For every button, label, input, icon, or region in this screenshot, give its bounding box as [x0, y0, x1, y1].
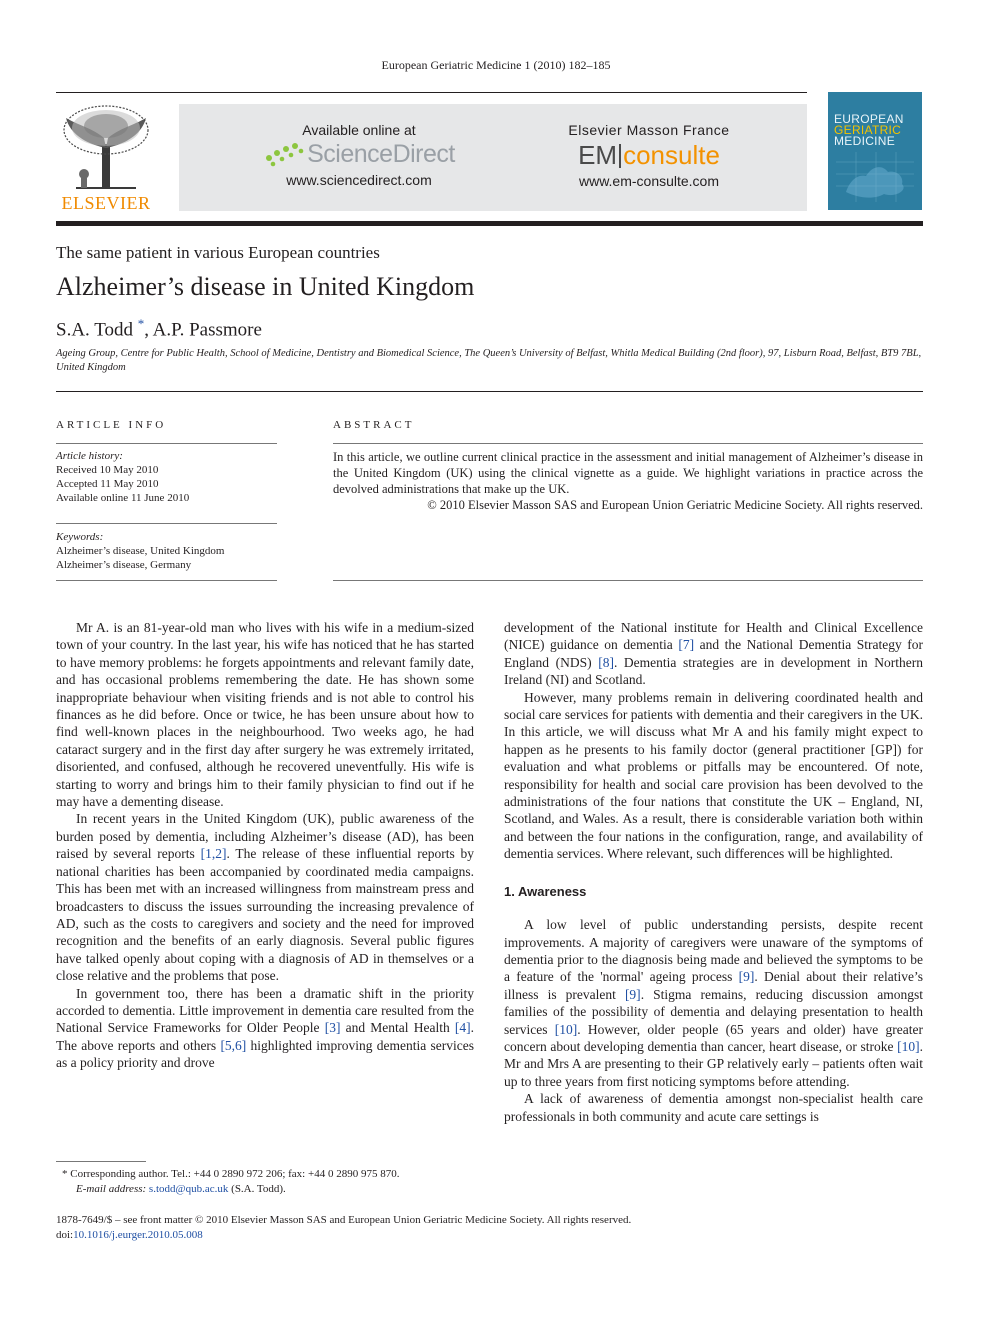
citation-link[interactable]: [1,2]	[200, 846, 227, 862]
footnote-rule	[56, 1161, 146, 1162]
article-authors	[56, 316, 262, 341]
body-paragraph: However, many problems remain in delivering coordinated health and social care services for patients with dementia and their caregivers in the UK. In this article, we will discuss what Mr A and his family might expect to happen as he presents to his family doctor (general practitioner [GP]) for evaluation and what problems or pitfalls may be encountered. Of note, responsibility for health and social care provision has been devolved to the administrations of the four nations that constitute the UK – England, NI, Scotland, and Wales. As a result, there is considerable variation both within and between the four nations in the configuration, range, and availability of dementia services. Where relevant, such differences will be highlighted.	[504, 689, 923, 862]
author-passmore[interactable]: , A.P. Passmore	[144, 319, 262, 341]
emconsulte-logo	[549, 140, 749, 171]
page-footer	[56, 1213, 936, 1243]
corresponding-mark[interactable]: *	[137, 316, 145, 331]
keyword-1: Alzheimer’s disease, United Kingdom	[56, 545, 225, 557]
body-paragraph: In recent years in the United Kingdom (UK), public awareness of the burden posed by dementia, including Alzheimer’s disease (AD), has been raised by several reports [1,2]. The release of these influential reports by national charities has been accompanied by coordinated media campaigns. This has been met with an increased willingness from mainstream press and broadcasters to discuss the issues surrounding the increasing prevalence of AD, such as the costs to caregivers and society and the need for improved recognition and the benefits of an early diagnosis. Several public figures have talked openly about coping with a diagnosis of AD in themselves or a close relative and the problems that pose.	[56, 811, 474, 984]
footnote	[62, 1167, 482, 1197]
online-date: Available online 11 June 2010	[56, 492, 190, 504]
elsevier-tree-logo	[56, 104, 156, 192]
citation-link[interactable]: [3]	[324, 1020, 341, 1036]
history-label: Article history:	[56, 450, 123, 462]
citation-link[interactable]: [9]	[738, 969, 755, 985]
emconsulte-name-em: EM	[578, 140, 618, 170]
abstract-body	[333, 449, 923, 513]
citation-link[interactable]: [9]	[624, 986, 641, 1002]
keywords-rule	[56, 523, 277, 524]
online-availability-banner	[179, 104, 807, 211]
keyword-2: Alzheimer’s disease, Germany	[56, 559, 192, 571]
citation-link[interactable]: [8]	[598, 654, 614, 670]
emconsulte-block[interactable]	[549, 122, 749, 189]
sciencedirect-available-label: Available online at	[302, 122, 416, 138]
doi-link[interactable]: 10.1016/j.eurger.2010.05.008	[73, 1229, 203, 1241]
accepted-date: Accepted 11 May 2010	[56, 478, 159, 490]
received-date: Received 10 May 2010	[56, 464, 159, 476]
body-paragraph: A low level of public understanding persists, despite recent improvements. A majority of caregivers were unaware of the symptoms of dementia prior to the diagnosis being made and believed the symptoms to be a feature of the 'normal' ageing process [9]. Denial about their relative’s illness is prevalent [9]. Stigma remains, reducing discussion amongst families of the possibility of dementia and delaying presentation to health services [10]. However, older people (65 years and older) have greater concern about developing dementia than cancer, heart disease, or stroke [10]. Mr and Mrs A are presenting to their GP relatively early – patients often wait up to three years from first noticing symptoms before attending.	[504, 917, 923, 1089]
cover-title-line-2: GERIATRIC	[834, 123, 902, 137]
sciencedirect-block[interactable]	[259, 122, 459, 188]
citation-link[interactable]: [10]	[554, 1021, 578, 1037]
email-note: E-mail address: s.todd@qub.ac.uk (S.A. Todd).	[76, 1183, 286, 1195]
cover-map-graphic	[836, 152, 914, 202]
body-paragraph: development of the National institute for Health and Clinical Excellence (NICE) guidance on dementia [7] and the National Dementia Strategy for England (NDS) [8]. Dementia strategies are in development in Northern Ireland (NI) and Scotland.	[504, 620, 923, 688]
info-bottom-rule	[56, 580, 277, 581]
body-column-right	[504, 619, 923, 1125]
cover-title-line-3: MEDICINE	[834, 134, 896, 148]
article-info-rule	[56, 443, 277, 444]
abstract-rule	[333, 443, 923, 444]
citation-link[interactable]: [7]	[678, 637, 695, 653]
title-rule	[56, 391, 923, 392]
email-link[interactable]: s.todd@qub.ac.uk	[148, 1183, 229, 1195]
sciencedirect-logo	[259, 140, 459, 170]
emconsulte-name-consulte: consulte	[623, 140, 720, 170]
citation-link[interactable]: [5,6]	[220, 1037, 247, 1053]
abstract-copyright: © 2010 Elsevier Masson SAS and European Union Geriatric Medicine Society. All rights reserved.	[427, 498, 923, 512]
doi-line: doi:10.1016/j.eurger.2010.05.008	[56, 1229, 203, 1241]
header-rule	[56, 92, 807, 93]
abstract-heading: ABSTRACT	[333, 419, 415, 431]
masthead-rule	[56, 221, 923, 226]
citation-link[interactable]: [4]	[454, 1020, 471, 1036]
emconsulte-url[interactable]: www.em-consulte.com	[578, 173, 720, 189]
sciencedirect-dots-icon	[263, 140, 307, 170]
emconsulte-publisher: Elsevier Masson France	[568, 122, 730, 138]
article-history	[56, 449, 277, 505]
issn-line: 1878-7649/$ – see front matter © 2010 Elsevier Masson SAS and European Union Geriatric Medicine Society. All rights reserved.	[56, 1214, 632, 1226]
keywords-label: Keywords:	[56, 531, 104, 543]
corresponding-author-note: * Corresponding author. Tel.: +44 0 2890 972 206; fax: +44 0 2890 975 870.	[62, 1168, 400, 1180]
abstract-bottom-rule	[333, 580, 923, 581]
body-paragraph: A lack of awareness of dementia amongst non-specialist health care professionals in both community and acute care settings is	[504, 1091, 923, 1124]
body-column-left	[56, 619, 474, 1072]
cover-title	[834, 114, 918, 147]
article-title: Alzheimer’s disease in United Kingdom	[56, 272, 475, 301]
article-info-heading: ARTICLE INFO	[56, 419, 167, 431]
cover-title-line-1: EUROPEAN	[834, 112, 904, 126]
keywords	[56, 530, 277, 572]
citation-link[interactable]: [10]	[897, 1038, 920, 1054]
author-affiliation: Ageing Group, Centre for Public Health, School of Medicine, Dentistry and Biomedical Science, The Queen’s University of Belfast, Whitla Medical Building (2nd floor), 97, Lisburn Road, Belfast, BT9 7BL, United Kingdom	[56, 348, 922, 373]
section-heading-awareness: 1. Awareness	[504, 883, 587, 899]
elsevier-wordmark: ELSEVIER	[61, 193, 151, 213]
journal-citation: European Geriatric Medicine 1 (2010) 182–185	[381, 58, 611, 72]
vignette-paragraph: Mr A. is an 81-year-old man who lives with his wife in a medium-sized town of your country. In the last year, his wife has noticed that he has started to have memory problems: he forgets appointments and relevant family date, and has occasional problems remembering the date. He has shown some inappropriate behaviour when visiting friends and is not able to control his finances as he did before. Once or twice, he has been unsure about how to find well-known places in the neighbourhood. Two weeks ago, he had cataract surgery and in the first day after surgery he was extremely irritated, disoriented, and confused, although he recovered uneventfully. His wife is starting to worry and brings him to their family physician to find out if he may have a dementing disease.	[56, 620, 474, 810]
abstract-text: In this article, we outline current clinical practice in the assessment and initial management of Alzheimer’s disease in the United Kingdom (UK) using the clinical vignette as a guide. We highlight variations in practice across the devolved administrations that make up the UK.	[333, 450, 923, 496]
sciencedirect-url[interactable]: www.sciencedirect.com	[286, 172, 432, 189]
journal-cover[interactable]	[828, 92, 922, 210]
sciencedirect-name: ScienceDirect	[307, 140, 455, 168]
body-paragraph: In government too, there has been a dramatic shift in the priority accorded to dementia. Little improvement in dementia care resulted from the National Service Frameworks for Older People [3] and Mental Health [4]. The above reports and others [5,6] highlighted improving dementia services as a policy priority and drove	[56, 985, 474, 1071]
author-todd[interactable]: S.A. Todd	[56, 319, 133, 341]
article-series: The same patient in various European countries	[56, 243, 380, 262]
